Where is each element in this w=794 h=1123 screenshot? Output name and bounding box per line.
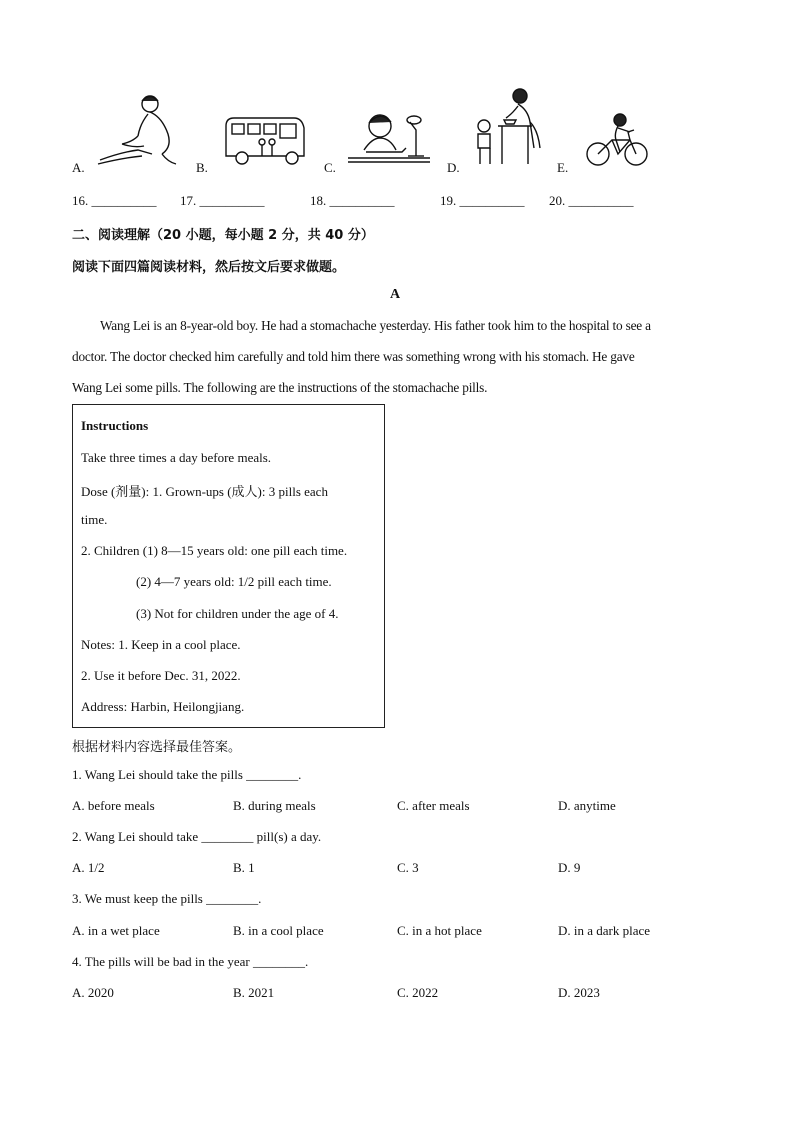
option-1c[interactable]: C. after meals [397, 798, 470, 813]
option-2d[interactable]: D. 9 [558, 860, 581, 875]
instructions-line: time. [81, 512, 108, 527]
option-2b[interactable]: B. 1 [233, 860, 255, 875]
question-stem-2: 2. Wang Lei should take ________ pill(s) a day. [72, 829, 322, 844]
passage-line-2: doctor. The doctor checked him carefully and told him there was something wrong with his stomach. He gave [72, 349, 635, 364]
option-3d[interactable]: D. in a dark place [558, 923, 651, 938]
picture-letter-a: A. [72, 160, 85, 175]
picture-letter-d: D. [447, 160, 460, 175]
section-instruction: 阅读下面四篇阅读材料，然后按文后要求做题。 [72, 260, 346, 275]
picture-letter-e: E. [557, 160, 569, 175]
boy-studying-at-desk-icon [346, 108, 432, 168]
answer-blank-19[interactable]: 19. __________ [440, 193, 525, 208]
question-prompt: 根据材料内容选择最佳答案。 [72, 740, 242, 755]
passage-label: A [390, 287, 401, 302]
instructions-line: 2. Use it before Dec. 31, 2022. [81, 668, 241, 683]
answer-blank-18[interactable]: 18. __________ [310, 193, 395, 208]
instructions-box [72, 404, 385, 728]
passage-line-1: Wang Lei is an 8-year-old boy. He had a stomachache yesterday. His father took him to the hospital to see a [100, 318, 651, 333]
option-2a[interactable]: A. 1/2 [72, 860, 105, 875]
instructions-line: Address: Harbin, Heilongjiang. [81, 699, 245, 714]
option-4b[interactable]: B. 2021 [233, 985, 275, 1000]
question-stem-4: 4. The pills will be bad in the year ________. [72, 954, 309, 969]
answer-blank-17[interactable]: 17. __________ [180, 193, 265, 208]
person-treating-leg-icon [92, 92, 184, 170]
instructions-line: Take three times a day before meals. [81, 450, 272, 465]
picture-letter-b: B. [196, 160, 208, 175]
question-stem-1: 1. Wang Lei should take the pills ________. [72, 767, 302, 782]
question-stem-3: 3. We must keep the pills ________. [72, 891, 262, 906]
option-1a[interactable]: A. before meals [72, 798, 155, 813]
option-4a[interactable]: A. 2020 [72, 985, 114, 1000]
passage-line-3: Wang Lei some pills. The following are the instructions of the stomachache pills. [72, 380, 488, 395]
instructions-title: Instructions [81, 418, 149, 433]
option-3c[interactable]: C. in a hot place [397, 923, 482, 938]
instructions-line: (3) Not for children under the age of 4. [136, 606, 339, 621]
option-2c[interactable]: C. 3 [397, 860, 419, 875]
instructions-line: Notes: 1. Keep in a cool place. [81, 637, 241, 652]
option-4c[interactable]: C. 2022 [397, 985, 439, 1000]
option-4d[interactable]: D. 2023 [558, 985, 600, 1000]
option-3a[interactable]: A. in a wet place [72, 923, 160, 938]
section-title: 二、阅读理解（20 小题，每小题 2 分，共 40 分） [72, 228, 374, 243]
answer-blank-16[interactable]: 16. __________ [72, 193, 157, 208]
instructions-line: 2. Children (1) 8—15 years old: one pill each time. [81, 543, 348, 558]
option-3b[interactable]: B. in a cool place [233, 923, 324, 938]
school-bus-icon [222, 112, 308, 168]
instructions-line: Dose (剂量): 1. Grown-ups (成人): 3 pills each [81, 484, 328, 499]
child-riding-bicycle-icon [584, 112, 650, 170]
picture-letter-c: C. [324, 160, 336, 175]
option-1d[interactable]: D. anytime [558, 798, 616, 813]
instructions-line: (2) 4—7 years old: 1/2 pill each time. [136, 574, 332, 589]
mother-serving-food-icon [472, 86, 548, 168]
answer-blank-20[interactable]: 20. __________ [549, 193, 634, 208]
option-1b[interactable]: B. during meals [233, 798, 316, 813]
